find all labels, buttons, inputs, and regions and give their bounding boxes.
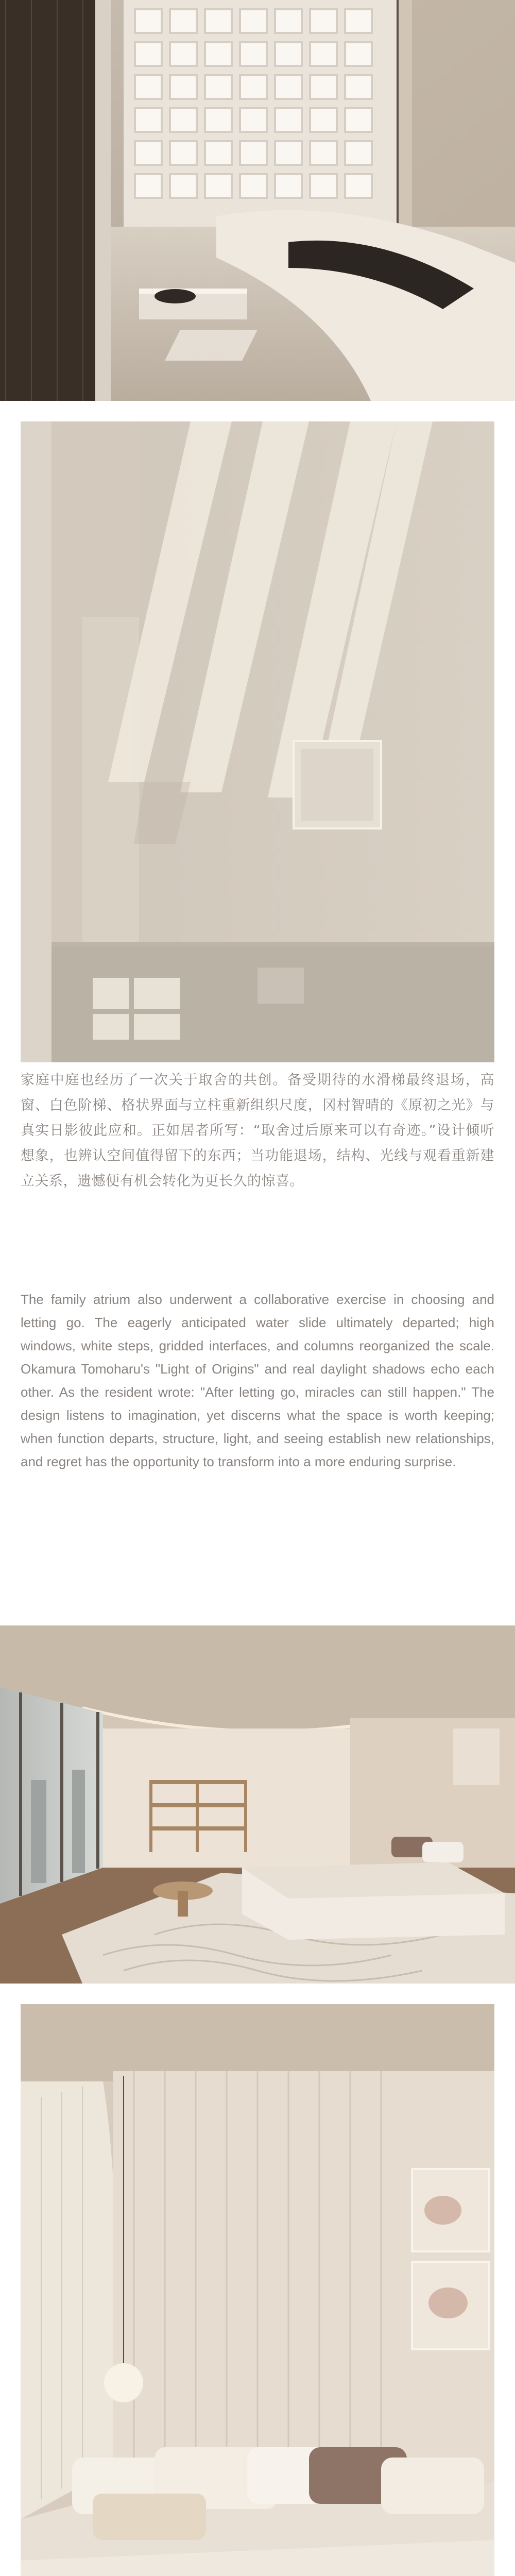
atrium-light-grid-photo — [0, 0, 515, 401]
article-zh-paragraph: 家庭中庭也经历了一次关于取舍的共创。备受期待的水滑梯最终退场，高窗、白色阶梯、格状界面与立柱重新组织尺度，冈村智晴的《原初之光》与真实日影彼此应和。正如居者所写：“取舍过后原来可以有奇迹。”设计倾听想象，也辨认空间值得留下的东西；当功能退场，结构、光线与观看重新建立关系，遗憾便有机会转化为更长久的惊喜。 — [21, 1072, 494, 1189]
bedroom-bed-detail-photo — [0, 2004, 515, 2576]
bedroom-wide-photo — [0, 1625, 515, 1984]
atrium-wall-shadows-photo — [0, 421, 515, 1062]
article-en-paragraph: The family atrium also underwent a collaborative exercise in choosing and letting go. The eagerly anticipated water slide ultimately departed; high windows, white steps, gridded interfaces, and columns reorganized the scale. Okamura Tomoharu's "Light of Origins" and real daylight shadows echo each other. As the resident wrote: "After letting go, miracles can still happen." The design listens to imagination, yet discerns what the space is worth keeping; when function departs, structure, light, and seeing establish new relationships, and regret has the opportunity to transform into a more enduring surprise. — [21, 1292, 494, 1469]
